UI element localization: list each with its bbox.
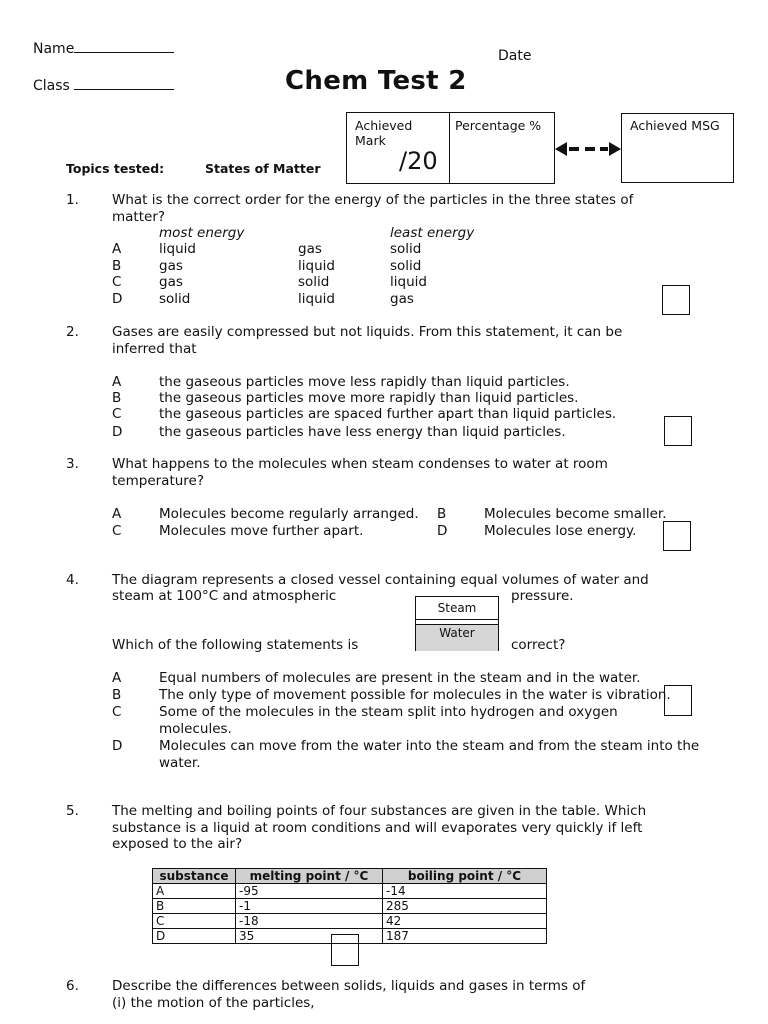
table-row (153, 899, 547, 914)
q4-text-line1: The diagram represents a closed vessel containing equal volumes of water and (112, 572, 649, 588)
option-letter: B (112, 390, 122, 406)
mark-total: /20 (399, 147, 438, 175)
table-cell: A (153, 884, 236, 899)
option-col3: liquid (390, 274, 427, 290)
q5-number: 5. (66, 803, 79, 819)
achieved-msg-label: Achieved MSG (630, 118, 720, 133)
option-letter: D (112, 291, 123, 307)
class-field[interactable] (33, 75, 174, 94)
vessel-divider (416, 619, 498, 620)
option-text: Molecules move further apart. (159, 523, 364, 539)
table-cell: D (153, 929, 236, 944)
q3-answer-box[interactable] (663, 521, 691, 551)
page-title: Chem Test 2 (285, 66, 467, 96)
option-col2: liquid (298, 258, 335, 274)
option-col2: gas (298, 241, 322, 257)
option-text: The only type of movement possible for molecules in the water is vibration. (159, 687, 671, 703)
water-label: Water (416, 624, 498, 651)
option-letter: C (112, 406, 122, 422)
q5-table (152, 868, 547, 944)
table-cell: 42 (383, 914, 547, 929)
q1-col-most: most energy (159, 225, 245, 241)
option-text: Some of the molecules in the steam split into hydrogen and oxygen molecules. (159, 704, 618, 737)
q1-text: What is the correct order for the energy of the particles in the three states of matter? (112, 192, 634, 225)
achieved-mark-box[interactable] (346, 112, 450, 184)
option-text: the gaseous particles move less rapidly than liquid particles. (159, 374, 570, 390)
q6-number: 6. (66, 978, 79, 994)
option-col1: liquid (159, 241, 196, 257)
option-col2: solid (298, 274, 330, 290)
date-label: Date (498, 48, 532, 64)
option-letter: C (112, 523, 122, 539)
q4-answer-box[interactable] (664, 685, 692, 716)
q4-number: 4. (66, 572, 79, 588)
option-letter: D (437, 523, 448, 539)
name-blank[interactable] (74, 38, 174, 53)
table-cell: 35 (236, 929, 383, 944)
option-letter: A (112, 670, 122, 686)
table-row (153, 914, 547, 929)
option-text: Equal numbers of molecules are present in the steam and in the water. (159, 670, 641, 686)
class-label: Class (33, 78, 70, 94)
achieved-msg-box[interactable] (621, 113, 734, 183)
name-field[interactable] (33, 38, 174, 57)
option-text: Molecules become smaller. (484, 506, 667, 522)
option-col1: gas (159, 274, 183, 290)
table-cell: -1 (236, 899, 383, 914)
steam-label: Steam (437, 601, 477, 615)
option-letter: C (112, 704, 122, 720)
option-col2: liquid (298, 291, 335, 307)
q1-col-least: least energy (390, 225, 475, 241)
option-text: the gaseous particles move more rapidly than liquid particles. (159, 390, 579, 406)
option-text: Molecules become regularly arranged. (159, 506, 419, 522)
q4-text-line2a: steam at 100°C and atmospheric (112, 588, 337, 604)
option-letter: D (112, 424, 123, 440)
q6-text-line1: Describe the differences between solids, liquids and gases in terms of (112, 978, 586, 994)
table-cell: 187 (383, 929, 547, 944)
option-letter: D (112, 738, 123, 754)
option-text: the gaseous particles are spaced further apart than liquid particles. (159, 406, 617, 422)
option-col3: solid (390, 241, 422, 257)
q6-text-line2: (i) the motion of the particles, (112, 995, 315, 1011)
option-col1: solid (159, 291, 191, 307)
q2-text: Gases are easily compressed but not liquids. From this statement, it can be inferred that (112, 324, 623, 357)
option-col1: gas (159, 258, 183, 274)
q4-text-line3b: correct? (511, 637, 566, 653)
percentage-box[interactable] (449, 112, 555, 184)
q3-number: 3. (66, 456, 79, 472)
table-header: substance (153, 869, 236, 884)
q5-text: The melting and boiling points of four substances are given in the table. Which substance is a liquid at room conditions and will evaporates very quickly if left exposed to the air? (112, 803, 647, 852)
table-row (153, 884, 547, 899)
table-header-row (153, 869, 547, 884)
option-col3: solid (390, 258, 422, 274)
option-text: Molecules can move from the water into the steam and from the steam into the water. (159, 738, 700, 771)
table-cell: -14 (383, 884, 547, 899)
option-letter: A (112, 506, 122, 522)
table-cell: -95 (236, 884, 383, 899)
q1-answer-box[interactable] (662, 285, 690, 315)
table-cell: -18 (236, 914, 383, 929)
table-cell: 285 (383, 899, 547, 914)
vessel-diagram (415, 596, 499, 651)
q1-number: 1. (66, 192, 79, 208)
option-text: the gaseous particles have less energy than liquid particles. (159, 424, 566, 440)
table-cell: B (153, 899, 236, 914)
q4-text-line3a: Which of the following statements is (112, 637, 359, 653)
option-letter: A (112, 374, 122, 390)
option-text: Molecules lose energy. (484, 523, 637, 539)
option-letter: B (112, 258, 122, 274)
q3-text: What happens to the molecules when steam condenses to water at room temperature? (112, 456, 608, 489)
option-col3: gas (390, 291, 414, 307)
q5-answer-box[interactable] (331, 934, 359, 966)
topics-value: States of Matter (205, 161, 321, 176)
option-letter: C (112, 274, 122, 290)
achieved-mark-label: Achieved Mark (355, 118, 413, 148)
q2-answer-box[interactable] (664, 416, 692, 446)
name-label: Name (33, 41, 75, 57)
option-letter: B (437, 506, 447, 522)
class-blank[interactable] (74, 75, 174, 90)
percentage-label: Percentage % (455, 118, 542, 133)
topics-label: Topics tested: (66, 161, 165, 176)
option-letter: B (112, 687, 122, 703)
table-header: melting point / °C (236, 869, 383, 884)
table-header: boiling point / °C (383, 869, 547, 884)
table-cell: C (153, 914, 236, 929)
double-arrow-icon (555, 139, 622, 159)
q4-text-line2b: pressure. (511, 588, 574, 604)
q2-number: 2. (66, 324, 79, 340)
option-letter: A (112, 241, 122, 257)
